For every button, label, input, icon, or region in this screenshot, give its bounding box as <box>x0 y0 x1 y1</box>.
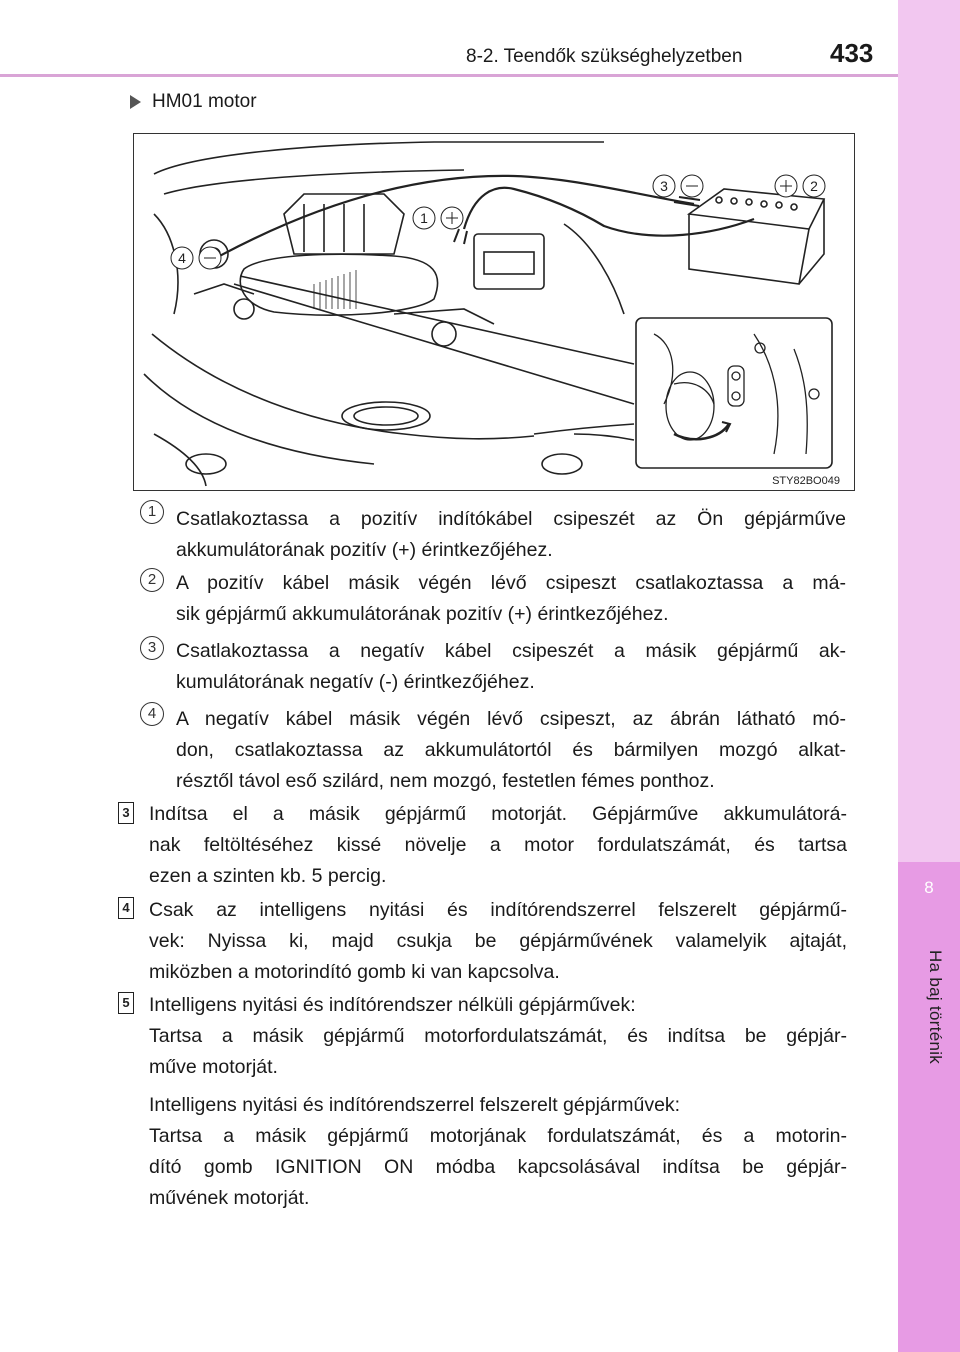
chapter-label: Ha baj történik <box>926 950 945 1065</box>
step-text: A negatív kábel másik végén lévő csipeszt, az ábrán látható mó- don, csatlakoztassa az akkumulátortól és bármilyen mozgó alkat- résztől távol eső szilárd, nem mozgó, festetlen fémes ponthoz. <box>176 708 846 792</box>
figure-code: STY82BO049 <box>772 475 840 487</box>
header-divider <box>0 74 898 77</box>
extra-paragraph: Intelligens nyitási és indítórendszerrel felszerelt gépjárművek: Tartsa a másik gépjármű motorjának fordulatszámát, és a motorin- dító gomb IGNITION ON módba kapcsolásával indítsa be gépjár- művének motorját. <box>149 1094 847 1209</box>
step-number-badge: 1 <box>140 500 164 524</box>
chapter-number: 8 <box>924 878 934 897</box>
figure-callout-2: 2 <box>810 178 818 194</box>
main-step-number: 5 <box>118 992 134 1014</box>
step-number-badge: 3 <box>140 636 164 660</box>
side-tab-background <box>898 0 960 862</box>
main-step-text: Indítsa el a másik gépjármű motorját. Gépjárműve akkumulátorá- nak feltöltéséhez kissé növelje a motor fordulatszámát, és tartsa ezen a szinten kb. 5 percig. <box>149 803 847 887</box>
step-text: Csatlakoztassa a negatív kábel csipeszét a másik gépjármű ak- kumulátorának negatív (-) érintkezőjéhez. <box>176 640 846 693</box>
main-step-number: 4 <box>118 897 134 919</box>
triangle-bullet-icon <box>130 95 141 109</box>
main-step-text: Intelligens nyitási és indítórendszer nélküli gépjárművek: Tartsa a másik gépjármű motorfordulatszámát, és indítsa be gépjár- műve motorját. <box>149 994 847 1078</box>
subheading <box>130 91 257 113</box>
main-step-text: Csak az intelligens nyitási és indítórendszerrel felszerelt gépjármű- vek: Nyissa ki, majd csukja be gépjárművének valamelyik ajtaját, miközben a motorindító gomb ki van kapcsolva. <box>149 899 847 983</box>
step-number-badge: 4 <box>140 702 164 726</box>
section-title: 8-2. Teendők szükséghelyzetben <box>466 46 743 67</box>
step-text: A pozitív kábel másik végén lévő csipeszt csatlakoztassa a má- sik gépjármű akkumulátorának pozitív (+) érintkezőjéhez. <box>176 572 846 625</box>
page-number: 433 <box>830 38 874 68</box>
engine-illustration <box>133 133 855 491</box>
step-number-badge: 2 <box>140 568 164 592</box>
figure-callout-4: 4 <box>178 250 186 266</box>
main-step-number: 3 <box>118 802 134 824</box>
figure-callout-3: 3 <box>660 178 668 194</box>
figure-callout-1: 1 <box>420 210 428 226</box>
subheading-text: HM01 motor <box>152 91 257 112</box>
step-text: Csatlakoztassa a pozitív indítókábel csipeszét az Ön gépjárműve akkumulátorának pozitív (+) érintkezőjéhez. <box>176 508 846 561</box>
